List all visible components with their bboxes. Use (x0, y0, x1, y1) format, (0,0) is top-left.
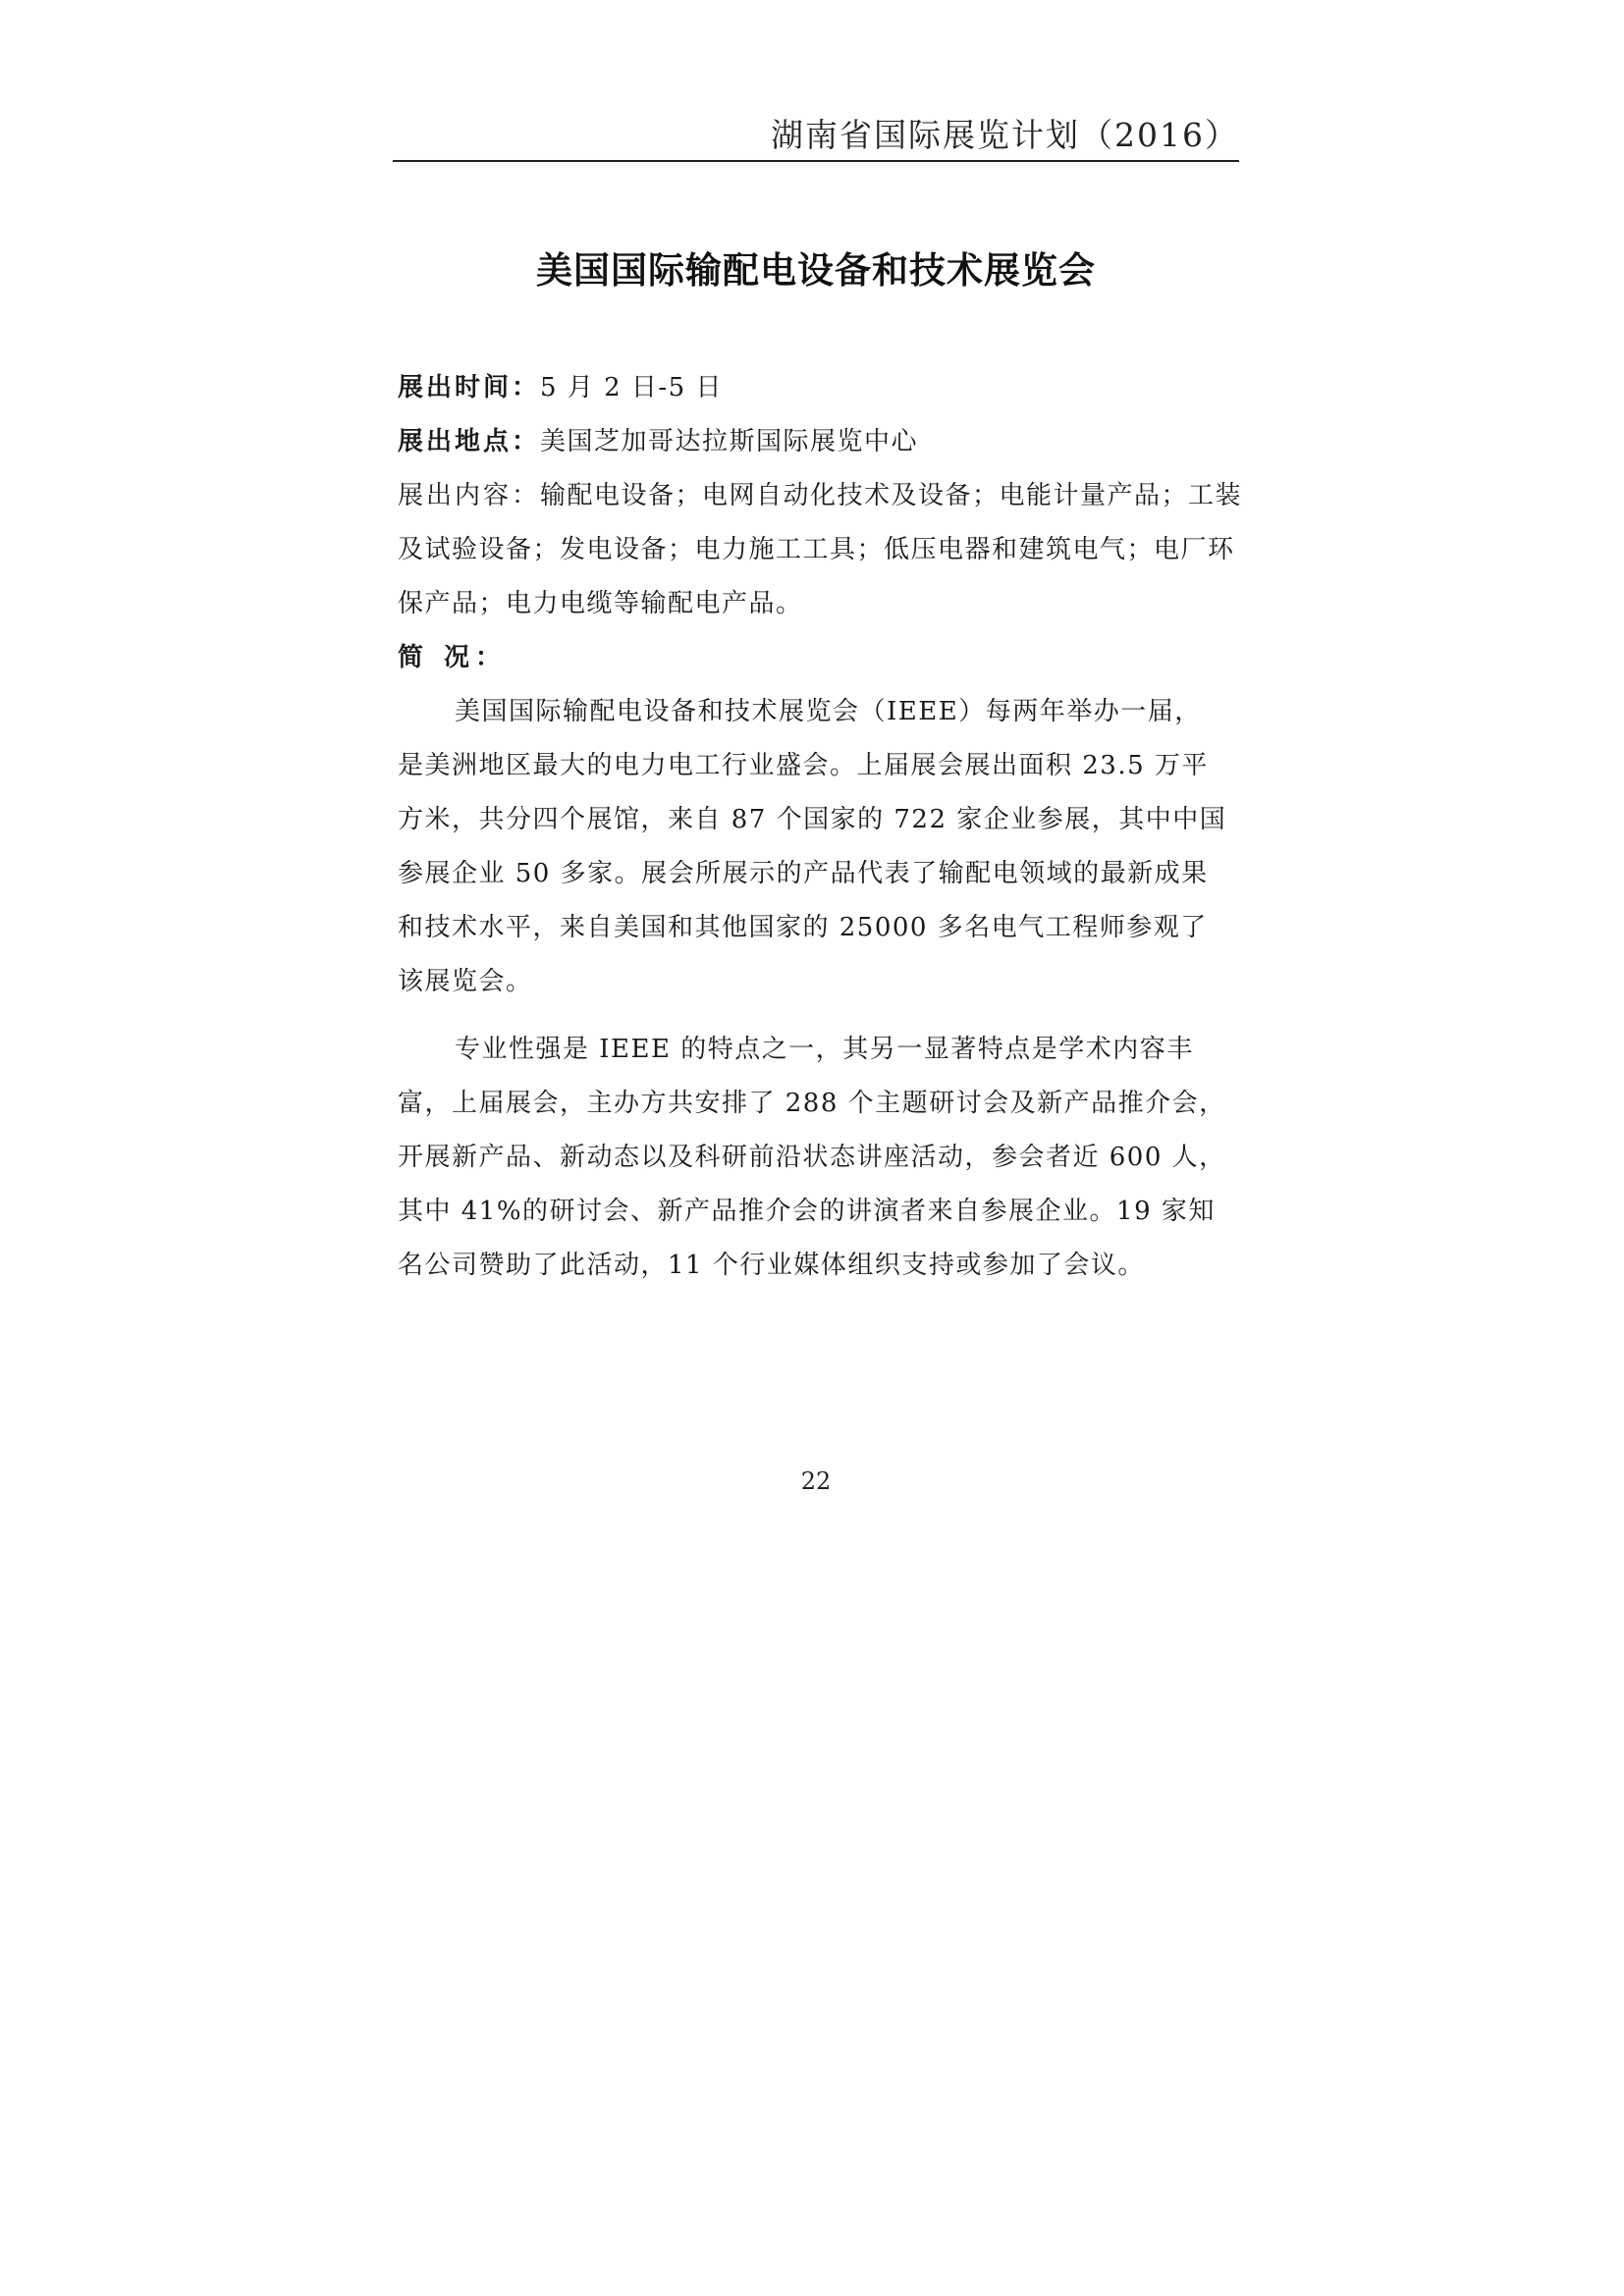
exhibition-content-line: 及试验设备；发电设备；电力施工工具；低压电器和建筑电气；电厂环 (398, 535, 1235, 564)
paragraph-line: 方米，共分四个展馆，来自 87 个国家的 722 家企业参展，其中中国 (398, 805, 1227, 834)
paragraph-line: 该展览会。 (398, 967, 533, 996)
document-body (398, 361, 1243, 1293)
exhibition-time (398, 361, 1234, 415)
overview-label: 简 况： (398, 643, 508, 672)
paragraph-line: 参展企业 50 多家。展会所展示的产品代表了输配电领域的最新成果 (398, 859, 1209, 888)
exhibition-time-value: 5 月 2 日-5 日 (540, 373, 723, 402)
paragraph-line: 美国国际输配电设备和技术展览会（IEEE）每两年举办一届， (455, 697, 1202, 726)
exhibition-location-label: 展出地点： (398, 427, 541, 456)
header-rule (393, 160, 1239, 162)
overview-paragraph (398, 1023, 1234, 1293)
paragraph-line: 专业性强是 IEEE 的特点之一，其另一显著特点是学术内容丰 (455, 1035, 1194, 1064)
exhibition-content-line: 保产品；电力电缆等输配电产品。 (398, 589, 803, 618)
page-number: 22 (800, 1468, 832, 1495)
paragraph-line: 名公司赞助了此活动，11 个行业媒体组织支持或参加了会议。 (398, 1251, 1145, 1280)
page-title: 美国国际输配电设备和技术展览会 (536, 249, 1096, 292)
paragraph-line: 是美洲地区最大的电力电工行业盛会。上届展会展出面积 23.5 万平 (398, 751, 1209, 780)
exhibition-location-value: 美国芝加哥达拉斯国际展览中心 (540, 427, 919, 456)
running-header: 湖南省国际展览计划（2016） (771, 116, 1239, 154)
exhibition-location (398, 415, 1234, 469)
paragraph-line: 开展新产品、新动态以及科研前沿状态讲座活动，参会者近 600 人， (398, 1143, 1226, 1172)
paragraph-line: 和技术水平，来自美国和其他国家的 25000 多名电气工程师参观了 (398, 913, 1208, 942)
exhibition-content (398, 469, 1243, 631)
exhibition-time-label: 展出时间： (398, 373, 541, 402)
overview-paragraph (398, 685, 1234, 1009)
paragraph-line: 富，上届展会，主办方共安排了 288 个主题研讨会及新产品推介会， (398, 1089, 1226, 1118)
exhibition-content-line: 展出内容：输配电设备；电网自动化技术及设备；电能计量产品；工装 (398, 481, 1243, 510)
exhibition-content-label: 展出内容： (398, 481, 541, 510)
paragraph-line: 其中 41%的研讨会、新产品推介会的讲演者来自参展企业。19 家知 (398, 1197, 1216, 1226)
